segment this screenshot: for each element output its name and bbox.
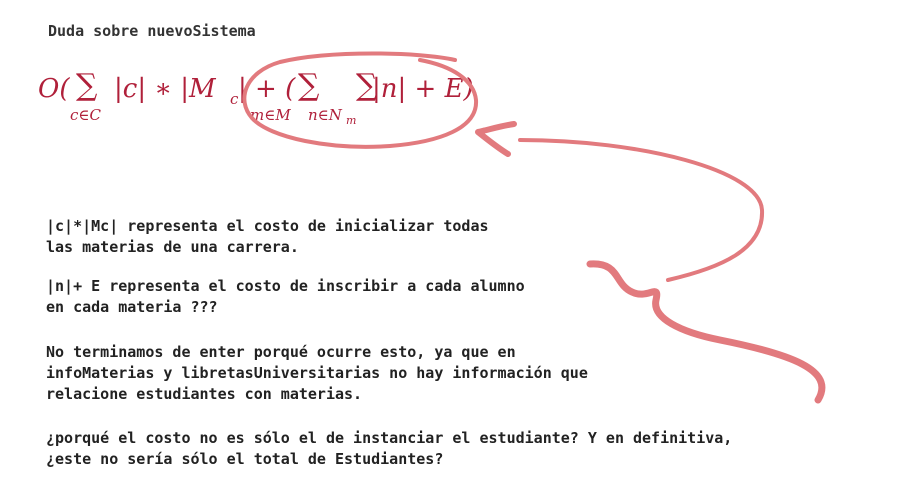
ink-circle-stroke [244, 54, 476, 147]
formula-term1: |c| ∗ |M [114, 74, 216, 104]
paragraph-doubt: ¿porqué el costo no es sólo el de instanciar el estudiante? Y en definitiva, ¿este no sería sólo el total de Estudiantes? [46, 429, 733, 468]
formula-sum-m: ∑ [298, 68, 320, 103]
formula-sub-n-m: m [346, 114, 357, 127]
formula-term2: |n| + E) [372, 74, 474, 104]
formula-sum-n: ∑ [356, 68, 378, 103]
paragraph-enroll-cost: |n|+ E representa el costo de inscribir a cada alumno en cada materia ??? [46, 277, 525, 316]
formula-open: O( [38, 74, 70, 104]
formula-sub-c: c∈C [70, 106, 101, 124]
formula-sub-n: n∈N [308, 106, 342, 124]
paragraph-question: No terminamos de enter porqué ocurre esto, ya que en infoMaterias y libretasUniversitarias no hay información que relacione estudiantes con materias. [46, 343, 588, 403]
formula-term1-sub: c [230, 90, 239, 108]
formula-plus: | + ( [238, 74, 296, 104]
paragraph-init-cost: |c|*|Mc| representa el costo de inicializar todas las materias de una carrera. [46, 217, 489, 256]
ink-squiggle-stroke [590, 264, 822, 400]
ink-arrowhead-stroke [478, 124, 514, 154]
ink-arc-stroke [520, 140, 762, 280]
page-title: Duda sobre nuevoSistema [48, 22, 256, 40]
formula-sum-c: ∑ [76, 68, 98, 103]
formula-sub-m: m∈M [250, 106, 291, 124]
